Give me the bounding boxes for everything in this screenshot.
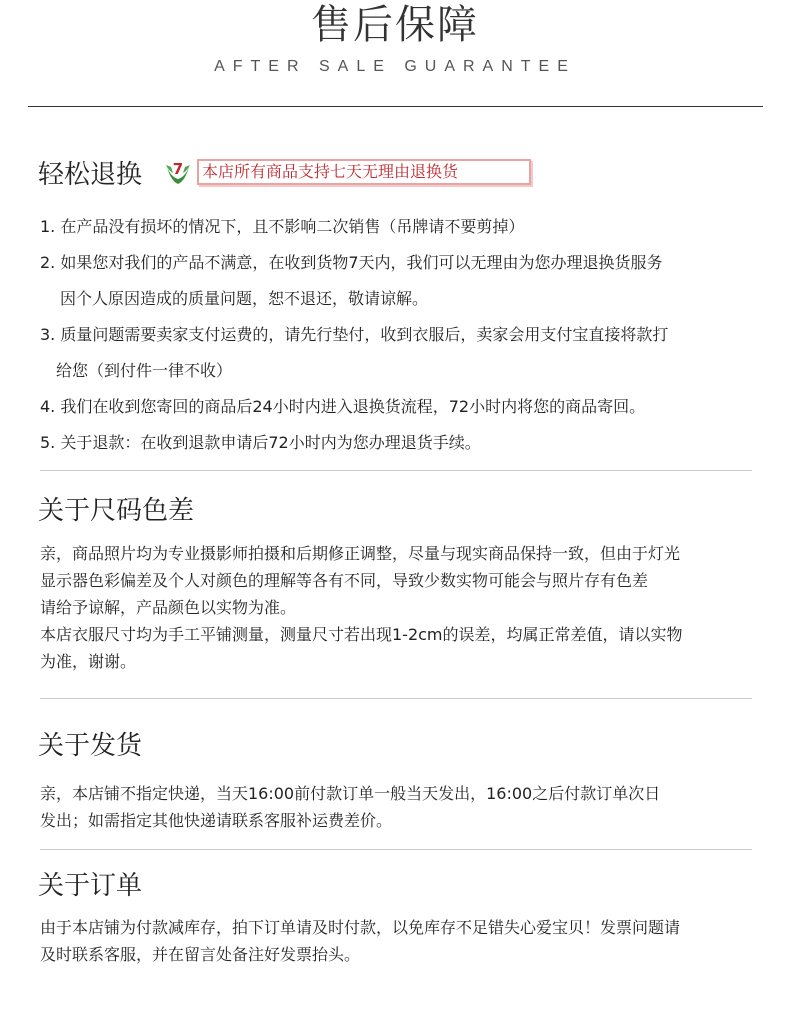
- returns-heading: 轻松退换: [38, 160, 143, 190]
- page-subtitle: AFTER SALE GUARANTEE: [214, 58, 576, 75]
- shipping-heading: 关于发货: [38, 731, 143, 761]
- size-color-text: [40, 540, 765, 675]
- svg-text:7: 7: [172, 160, 184, 178]
- size-color-line: 为准，谢谢。: [40, 652, 137, 671]
- size-color-line: 显示器色彩偏差及个人对颜色的理解等各有不同，导致少数实物可能会与照片存有色差: [40, 571, 649, 590]
- returns-item-3: 3. 质量问题需要卖家支付运费的，请先行垫付，收到衣服后，卖家会用支付宝直接将款打: [40, 325, 669, 344]
- returns-item-1: 1. 在产品没有损坏的情况下，且不影响二次销售（吊牌请不要剪掉）: [40, 217, 525, 236]
- header-divider: [28, 106, 763, 107]
- returns-badge: [163, 156, 531, 188]
- section-divider: [40, 849, 752, 850]
- returns-badge-text: 本店所有商品支持七天无理由退换货: [197, 159, 531, 185]
- section-divider: [40, 470, 752, 471]
- orders-text: [40, 914, 765, 968]
- section-divider: [40, 698, 752, 699]
- orders-heading: 关于订单: [38, 871, 143, 901]
- shipping-line: 亲，本店铺不指定快递，当天16:00前付款订单一般当天发出，16:00之后付款订单次日: [40, 784, 661, 803]
- seven-day-return-icon: [163, 157, 193, 187]
- size-color-line: 本店衣服尺寸均为手工平铺测量，测量尺寸若出现1-2cm的误差，均属正常差值，请以实物: [40, 625, 683, 644]
- orders-line: 及时联系客服，并在留言处备注好发票抬头。: [40, 945, 361, 964]
- shipping-text: [40, 780, 765, 834]
- returns-item-2-cont: 因个人原因造成的质量问题，恕不退还，敬请谅解。: [60, 289, 429, 308]
- returns-item-3-cont: 给您（到付件一律不收）: [56, 361, 233, 380]
- returns-item-4: 4. 我们在收到您寄回的商品后24小时内进入退换货流程，72小时内将您的商品寄回。: [40, 397, 646, 416]
- orders-line: 由于本店铺为付款减库存，拍下订单请及时付款，以免库存不足错失心爱宝贝！发票问题请: [40, 918, 681, 937]
- page-title: 售后保障: [311, 2, 479, 48]
- size-color-line: 亲，商品照片均为专业摄影师拍摄和后期修正调整，尽量与现实商品保持一致，但由于灯光: [40, 544, 681, 563]
- returns-item-2: 2. 如果您对我们的产品不满意，在收到货物7天内，我们可以无理由为您办理退换货服务: [40, 253, 663, 272]
- size-color-line: 请给予谅解，产品颜色以实物为准。: [40, 598, 297, 617]
- returns-item-5: 5. 关于退款：在收到退款申请后72小时内为您办理退货手续。: [40, 433, 481, 452]
- size-color-heading: 关于尺码色差: [38, 496, 195, 526]
- shipping-line: 发出；如需指定其他快递请联系客服补运费差价。: [40, 811, 393, 830]
